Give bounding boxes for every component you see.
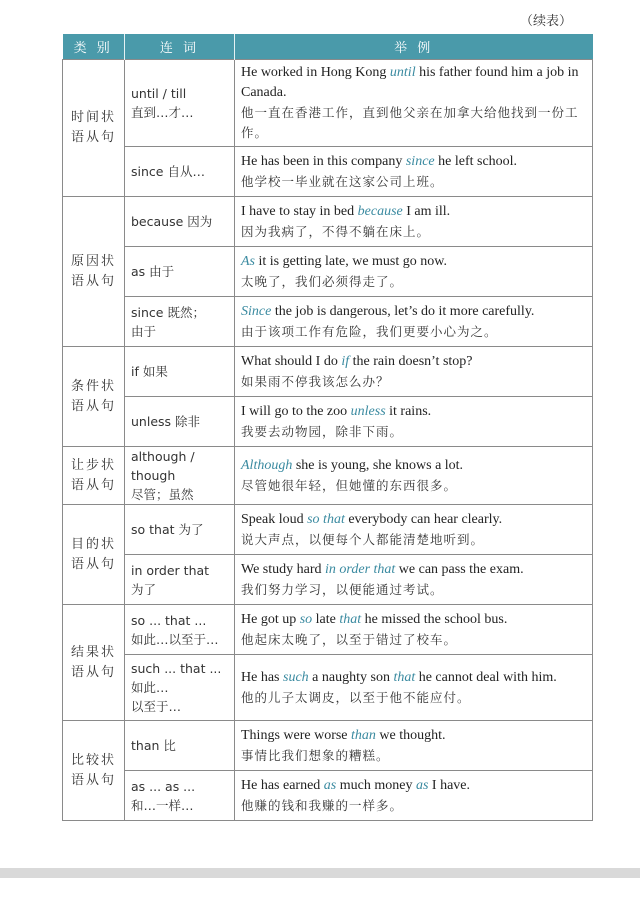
- conjunction-text: unless 除非: [131, 414, 201, 429]
- sentence-fragment: He has been in this company: [241, 153, 406, 169]
- example-chinese: 他起床太晚了，以至于错过了校车。: [241, 631, 458, 647]
- example-english: [241, 202, 586, 222]
- example-english: [241, 668, 586, 688]
- table-row: [63, 147, 593, 197]
- conjunction-text: if 如果: [131, 364, 168, 379]
- keyword-conjunction: until: [389, 65, 416, 80]
- sentence-fragment: it rains.: [385, 403, 432, 419]
- keyword-conjunction: if: [341, 353, 350, 369]
- table-row: [63, 655, 593, 721]
- example-english: [241, 560, 586, 580]
- conjunction-cell: [125, 397, 235, 447]
- table-row: [63, 197, 593, 247]
- conjunction-text: such ... that ...: [131, 661, 222, 676]
- example-english: [241, 610, 586, 630]
- conjunction-text: 直到…才…: [131, 105, 194, 120]
- sentence-fragment: I am ill.: [402, 203, 451, 219]
- category-label-line: 语从句: [70, 273, 116, 289]
- sentence-fragment: we can pass the exam.: [395, 561, 524, 577]
- category-label-line: 语从句: [70, 477, 116, 493]
- conjunction-text: than 比: [131, 738, 176, 753]
- conjunction-cell: [125, 60, 235, 147]
- example-chinese: 事情比我们想象的糟糕。: [241, 747, 390, 763]
- conjunction-text: until / till: [131, 86, 187, 101]
- conjunction-text: 和…一样…: [131, 797, 194, 813]
- conjunction-text: 如此…: [131, 680, 169, 695]
- conjunction-text: 如此…以至于…: [131, 631, 219, 647]
- category-cell: [63, 447, 125, 505]
- sentence-fragment: the job is dangerous, let’s do it more carefully.: [271, 303, 535, 319]
- conjunction-cell: [125, 247, 235, 297]
- example-chinese: 太晚了，我们必须得走了。: [241, 273, 404, 289]
- sentence-fragment: late: [312, 611, 340, 627]
- sentence-fragment: we thought.: [375, 727, 446, 743]
- conjunction-text: as 由于: [131, 264, 175, 279]
- conjunction-text: as ... as ...: [131, 778, 196, 794]
- keyword-conjunction: that: [339, 611, 362, 627]
- sentence-fragment: I will go to the zoo: [241, 403, 351, 419]
- conjunction-text: 为了: [131, 581, 157, 597]
- sentence-fragment: a naughty son: [308, 669, 394, 685]
- example-english: [241, 352, 586, 372]
- table-row: [63, 605, 593, 655]
- table-row: [63, 447, 593, 505]
- conjunction-cell: [125, 555, 235, 605]
- example-chinese: 因为我病了，不得不躺在床上。: [241, 223, 431, 239]
- sentence-fragment: it is getting late, we must go now.: [255, 253, 447, 269]
- sentence-fragment: everybody can hear clearly.: [344, 511, 503, 527]
- example-chinese: 他学校一毕业就在这家公司上班。: [241, 173, 444, 189]
- sentence-fragment: he left school.: [434, 153, 518, 169]
- example-english: [241, 252, 586, 272]
- category-label-line: 语从句: [70, 130, 116, 145]
- example-cell: [235, 247, 593, 297]
- conjunction-text: 以至于…: [131, 699, 182, 714]
- example-cell: [235, 655, 593, 721]
- sentence-fragment: he cannot deal with him.: [415, 669, 557, 685]
- page-bottom-bar: [0, 868, 640, 878]
- continued-label: （续表）: [520, 14, 573, 29]
- table-row: [63, 505, 593, 555]
- conjunction-cell: [125, 197, 235, 247]
- keyword-conjunction: so that: [307, 511, 345, 527]
- header-example: 举 例: [235, 34, 593, 60]
- category-cell: [63, 60, 125, 197]
- example-cell: [235, 60, 593, 147]
- keyword-conjunction: Although: [241, 457, 293, 473]
- keyword-conjunction: As: [241, 253, 255, 269]
- example-chinese: 尽管她很年轻，但她懂的东西很多。: [241, 477, 458, 493]
- conjunction-text: so ... that ...: [131, 612, 207, 628]
- example-cell: [235, 721, 593, 771]
- keyword-conjunction: Since: [241, 303, 272, 319]
- keyword-conjunction: such: [283, 669, 309, 685]
- category-label-line: 语从句: [70, 772, 116, 788]
- conjunction-cell: [125, 605, 235, 655]
- example-cell: [235, 605, 593, 655]
- example-chinese: 他一直在香港工作，直到他父亲在加拿大给他找到一份工作。: [241, 105, 579, 140]
- sentence-fragment: He worked in Hong Kong: [241, 65, 390, 80]
- example-chinese: 我要去动物园，除非下雨。: [241, 423, 404, 439]
- conjunction-cell: [125, 297, 235, 347]
- example-cell: [235, 505, 593, 555]
- example-english: [241, 510, 586, 530]
- category-label-line: 条件状: [70, 378, 116, 394]
- sentence-fragment: I have to stay in bed: [241, 203, 358, 219]
- category-label-line: 语从句: [70, 398, 116, 414]
- keyword-conjunction: as: [415, 777, 429, 793]
- header-category: 类 别: [63, 34, 125, 60]
- keyword-conjunction: as: [323, 777, 337, 793]
- example-cell: [235, 147, 593, 197]
- category-label-line: 目的状: [70, 536, 116, 552]
- table-row: [63, 555, 593, 605]
- keyword-conjunction: since: [405, 153, 435, 169]
- table-body: [63, 60, 593, 821]
- category-label-line: 比较状: [70, 752, 116, 768]
- table-row: [63, 347, 593, 397]
- conjunction-text: because 因为: [131, 214, 213, 229]
- sentence-fragment: the rain doesn’t stop?: [349, 353, 473, 369]
- example-cell: [235, 555, 593, 605]
- table-row: [63, 397, 593, 447]
- category-label-line: 结果状: [70, 644, 116, 660]
- sentence-fragment: We study hard: [241, 561, 326, 577]
- keyword-conjunction: because: [357, 203, 403, 219]
- category-label-line: 语从句: [70, 664, 116, 680]
- table-header-row: [63, 34, 593, 60]
- table-row: [63, 247, 593, 297]
- example-english: [241, 456, 586, 476]
- conjunction-cell: [125, 655, 235, 721]
- example-english: [241, 402, 586, 422]
- category-label-line: 语从句: [70, 556, 116, 572]
- example-cell: [235, 197, 593, 247]
- adverbial-clause-table: [62, 34, 593, 821]
- conjunction-text: since 既然；: [131, 304, 205, 320]
- example-cell: [235, 447, 593, 505]
- conjunction-text: in order that: [131, 562, 210, 578]
- example-chinese: 如果雨不停我该怎么办？: [241, 373, 390, 389]
- table-row: [63, 60, 593, 147]
- sentence-fragment: He got up: [241, 611, 300, 627]
- table-row: [63, 771, 593, 821]
- example-cell: [235, 347, 593, 397]
- table-row: [63, 297, 593, 347]
- conjunction-cell: [125, 771, 235, 821]
- conjunction-text: so that 为了: [131, 522, 204, 537]
- sentence-fragment: she is young, she knows a lot.: [292, 457, 464, 473]
- example-chinese: 由于该项工作有危险，我们更要小心为之。: [241, 323, 498, 339]
- conjunction-cell: [125, 347, 235, 397]
- category-cell: [63, 197, 125, 347]
- conjunction-text: although / though: [131, 449, 195, 483]
- keyword-conjunction: than: [351, 727, 376, 743]
- sentence-fragment: He has earned: [241, 777, 324, 793]
- example-english: [241, 776, 586, 796]
- sentence-fragment: his father found him a job in Canada.: [241, 65, 579, 100]
- conjunction-cell: [125, 721, 235, 771]
- example-english: [241, 152, 586, 172]
- sentence-fragment: much money: [336, 777, 416, 793]
- sentence-fragment: He has: [241, 669, 283, 685]
- sentence-fragment: Speak loud: [241, 511, 308, 527]
- example-english: [241, 726, 586, 746]
- conjunction-text: 由于: [131, 323, 157, 339]
- example-chinese: 他赚的钱和我赚的一样多。: [241, 797, 404, 813]
- category-label-line: 让步状: [70, 457, 116, 473]
- example-chinese: 说大声点，以便每个人都能清楚地听到。: [241, 531, 485, 547]
- keyword-conjunction: unless: [350, 403, 386, 419]
- conjunction-cell: [125, 147, 235, 197]
- sentence-fragment: he missed the school bus.: [361, 611, 508, 627]
- header-conjunction: 连 词: [125, 34, 235, 60]
- example-cell: [235, 771, 593, 821]
- category-label-line: 原因状: [70, 253, 116, 269]
- sentence-fragment: Things were worse: [241, 727, 352, 743]
- category-cell: [63, 505, 125, 605]
- example-cell: [235, 297, 593, 347]
- sentence-fragment: What should I do: [241, 353, 342, 369]
- example-cell: [235, 397, 593, 447]
- keyword-conjunction: in order that: [325, 561, 396, 577]
- table-row: [63, 721, 593, 771]
- example-english: [241, 63, 586, 103]
- conjunction-text: 尽管；虽然: [131, 487, 194, 502]
- sentence-fragment: I have.: [428, 777, 471, 793]
- keyword-conjunction: so: [299, 611, 313, 627]
- example-chinese: 我们努力学习，以便能通过考试。: [241, 581, 444, 597]
- conjunction-cell: [125, 447, 235, 505]
- example-english: [241, 302, 586, 322]
- conjunction-text: since 自从…: [131, 164, 205, 179]
- conjunction-cell: [125, 505, 235, 555]
- example-chinese: 他的儿子太调皮，以至于他不能应付。: [241, 689, 471, 705]
- category-label-line: 时间状: [70, 110, 116, 125]
- category-cell: [63, 721, 125, 821]
- category-cell: [63, 605, 125, 721]
- category-cell: [63, 347, 125, 447]
- keyword-conjunction: that: [393, 669, 416, 685]
